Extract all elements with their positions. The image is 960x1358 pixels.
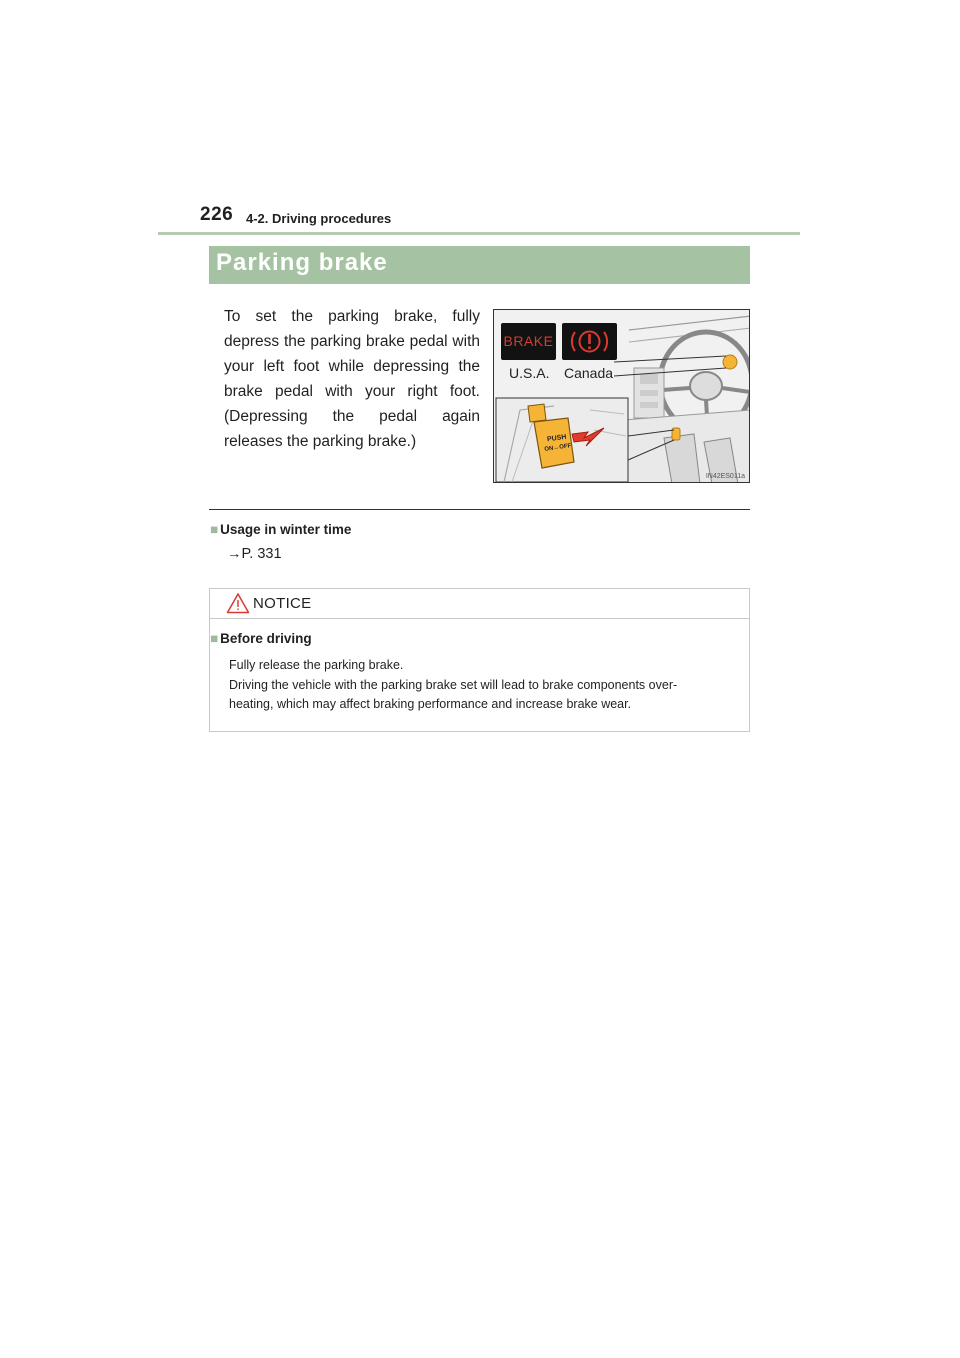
notice-line: Fully release the parking brake. [229,658,404,672]
figure-code: IN42ES011a [705,473,745,480]
brake-warning-lamp-canada [562,323,617,360]
notice-line: Driving the vehicle with the parking brake set will lead to brake components over- [229,678,678,692]
pedal-push-text: PUSH [546,433,567,444]
notice-header [210,589,749,619]
warning-triangle-icon [226,592,250,614]
square-bullet-icon: ■ [210,631,219,646]
section-label: 4-2. Driving procedures [246,211,392,226]
header-rule [158,232,800,235]
usage-heading-text: Usage in winter time [220,522,352,537]
section-divider [209,509,750,510]
square-bullet-icon: ■ [210,522,219,537]
brake-lamp-text: BRAKE [503,333,554,349]
notice-heading-text: Before driving [220,631,312,646]
notice-heading [210,631,312,646]
usage-heading [210,522,351,537]
page-title: Parking brake [216,249,388,276]
brake-warning-lamp-usa [501,323,556,360]
label-usa: U.S.A. [509,365,550,381]
label-canada: Canada [564,365,614,381]
instruction-paragraph: To set the parking brake, fully depress the parking brake pedal with your left foot while depressing the brake pedal with your right foot. (Depressing the pedal again releases the parking brake.) [224,308,480,450]
page-number: 226 [200,204,234,225]
notice-box [209,588,750,732]
pedal-onoff-text: ON↔OFF [544,443,572,453]
pedal-label [539,430,579,454]
page-reference-link[interactable]: →P. 331 [227,546,282,562]
notice-title: NOTICE [253,595,312,612]
title-bar [209,246,750,284]
notice-line: heating, which may affect braking performance and increase brake wear. [229,697,632,711]
brake-warning-icon [562,323,617,360]
parking-brake-illustration [493,309,750,483]
